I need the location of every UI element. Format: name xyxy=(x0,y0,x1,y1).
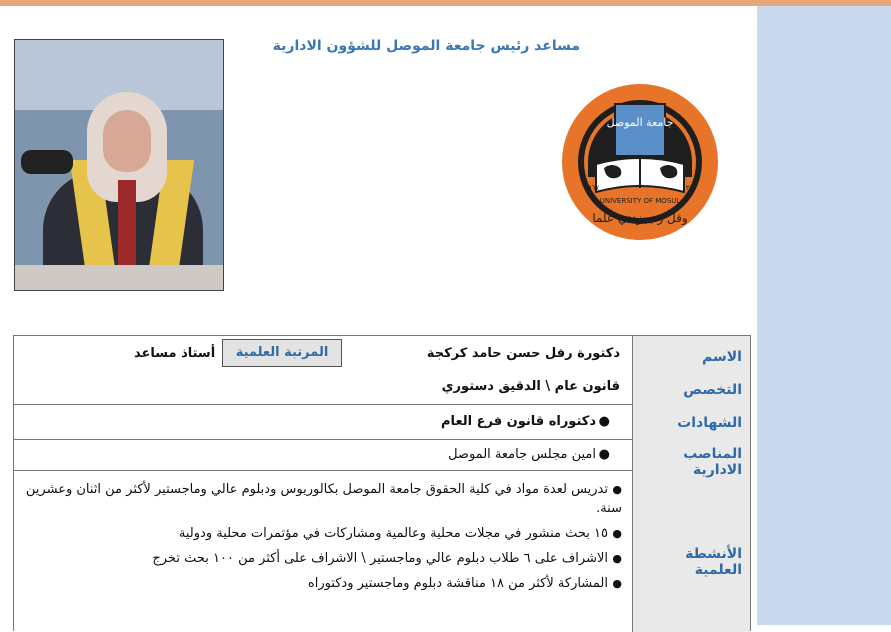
activities-list xyxy=(22,480,622,599)
activity-item: ●تدريس لعدة مواد في كلية الحقوق جامعة الموصل بكالوريوس ودبلوم عالي وماجستير لأكثر من اثنان وعشرين سنة. xyxy=(25,482,622,516)
profile-photo xyxy=(14,39,224,291)
bullet-icon: ● xyxy=(598,447,610,462)
label-name: الاسم xyxy=(702,349,742,365)
activity-item: ●الاشراف على ٦ طلاب دبلوم عالي وماجستير \ الاشراف على أكثر من ١٠٠ بحث تخرج xyxy=(152,551,622,566)
activity-item: ●١٥ بحث منشور في مجلات محلية وعالمية ومشاركات في مؤتمرات محلية ودولية xyxy=(178,526,622,541)
university-logo xyxy=(560,82,720,242)
bullet-icon: ● xyxy=(612,552,622,565)
logo-latin-name: UNIVERSITY OF MOSUL xyxy=(599,197,681,205)
labels-column xyxy=(632,336,750,632)
profile-name: دكتورة رفل حسن حامد كركجة xyxy=(426,346,620,361)
logo-arabic-name: جامعة الموصل xyxy=(606,116,674,129)
side-panel xyxy=(757,6,891,625)
logo-year-left: ١٩٦٧ xyxy=(584,184,600,192)
bullet-icon: ● xyxy=(598,414,610,429)
bullet-icon: ● xyxy=(612,527,622,540)
specialization-value: قانون عام \ الدقيق دستوري xyxy=(441,379,620,394)
label-certificates: الشهادات xyxy=(677,415,742,431)
profile-page xyxy=(0,6,757,625)
position-item: ●امين مجلس جامعة الموصل xyxy=(448,447,610,462)
profile-table xyxy=(13,335,751,631)
label-specialization: التخصص xyxy=(683,382,742,398)
rank-value: أستاذ مساعد xyxy=(134,346,216,361)
rank-label-box: المرتبة العلمية xyxy=(222,339,342,367)
microphone-icon xyxy=(21,150,73,174)
label-positions: المناصب الادارية xyxy=(683,446,742,478)
label-activities: الأنشطة العلمية xyxy=(685,546,742,578)
logo-motto: وقل رب زدني علما xyxy=(592,211,688,225)
activity-item: ●المشاركة لأكثر من ١٨ مناقشة دبلوم وماجستير ودكتوراه xyxy=(307,576,622,591)
bullet-icon: ● xyxy=(612,483,622,496)
bullet-icon: ● xyxy=(612,577,622,590)
certificate-item: ●دكتوراه قانون فرع العام xyxy=(441,414,610,429)
page-title: مساعد رئيس جامعة الموصل للشؤون الادارية xyxy=(272,38,580,54)
logo-year-right: ١٣٨٧ xyxy=(682,184,698,192)
